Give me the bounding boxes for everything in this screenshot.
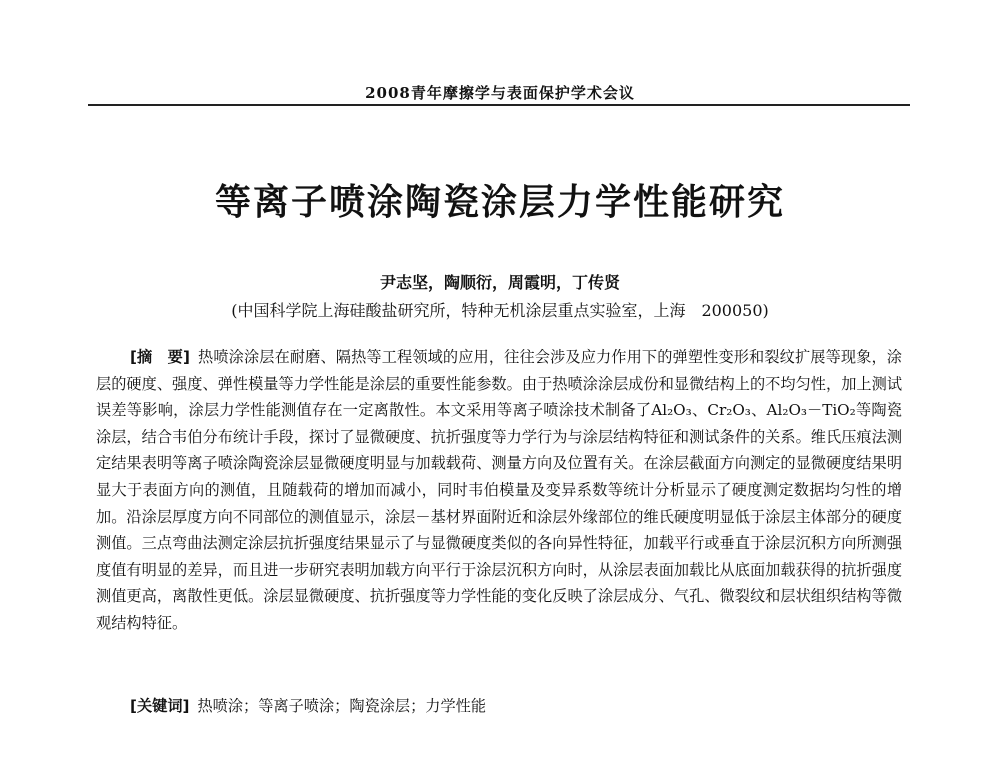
affiliation: (中国科学院上海硅酸盐研究所，特种无机涂层重点实验室，上海 200050) bbox=[231, 301, 769, 320]
abstract-text: 热喷涂涂层在耐磨、隔热等工程领域的应用，往往会涉及应力作用下的弹塑性变形和裂纹扩展等现象，涂层的硬度、强度、弹性模量等力学性能是涂层的重要性能参数。由于热喷涂涂层成份和显微结构上的不均匀性，加上测试误差等影响，涂层力学性能测值存在一定离散性。本文采用等离子喷涂技术制备了Al₂O₃、Cr₂O₃、Al₂O₃－TiO₂等陶瓷涂层，结合韦伯分布统计手段，探讨了显微硬度、抗折强度等力学行为与涂层结构特征和测试条件的关系。维氏压痕法测定结果表明等离子喷涂陶瓷涂层显微硬度明显与加载载荷、测量方向及位置有关。在涂层截面方向测定的显微硬度结果明显大于表面方向的测值，且随载荷的增加而减小，同时韦伯模量及变异系数等统计分析显示了硬度测定数据均匀性的增加。沿涂层厚度方向不同部位的测值显示，涂层－基材界面附近和涂层外缘部位的维氏硬度明显低于涂层主体部分的硬度测值。三点弯曲法测定涂层抗折强度结果显示了与显微硬度类似的各向异性特征，加载平行或垂直于涂层沉积方向所测强度值有明显的差异，而且进一步研究表明加载方向平行于涂层沉积方向时，从涂层表面加载比从底面加载获得的抗折强度测值更高，离散性更低。涂层显微硬度、抗折强度等力学性能的变化反映了涂层成分、气孔、微裂纹和层状组织结构等微观结构特征。 bbox=[96, 348, 902, 632]
authors: 尹志坚，陶顺衍，周霞明，丁传贤 bbox=[379, 273, 620, 292]
keywords bbox=[130, 693, 900, 719]
header-rule bbox=[88, 104, 910, 106]
running-head: 2008青年摩擦学与表面保护学术会议 bbox=[365, 84, 635, 102]
keywords-text: 热喷涂；等离子喷涂；陶瓷涂层；力学性能 bbox=[197, 697, 487, 715]
abstract-label: [摘 要] bbox=[130, 348, 190, 366]
paper-title: 等离子喷涂陶瓷涂层力学性能研究 bbox=[214, 182, 785, 223]
abstract bbox=[96, 344, 902, 637]
keywords-label: [关键词] bbox=[130, 697, 190, 715]
